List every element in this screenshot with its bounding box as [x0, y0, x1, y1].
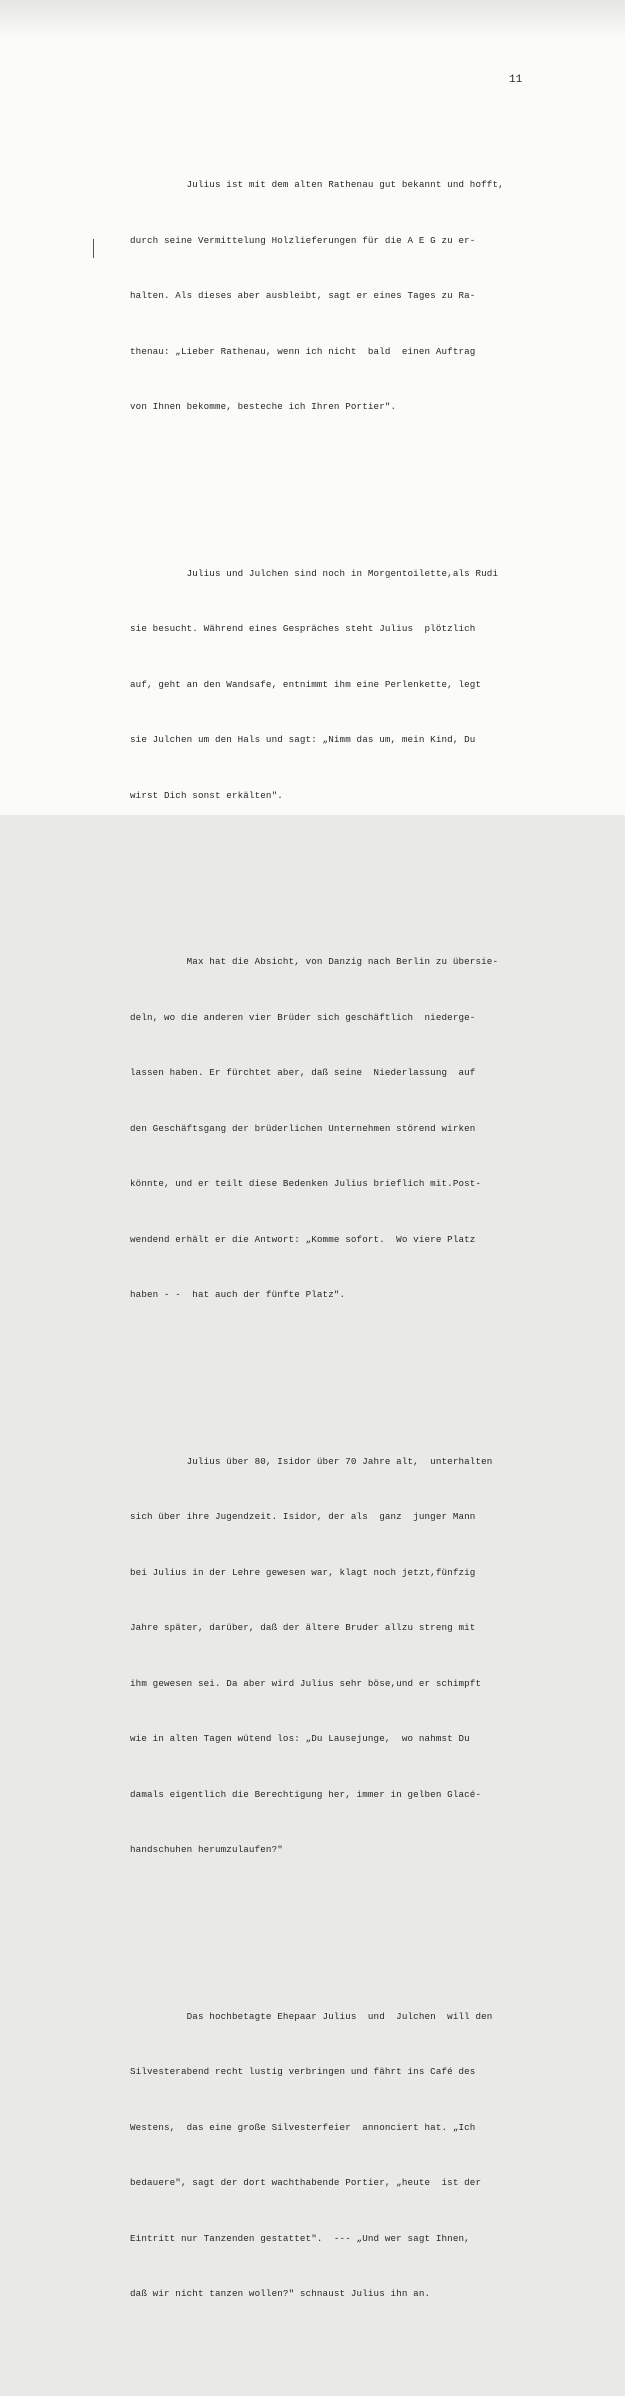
text-line: haben - - hat auch der fünfte Platz".	[130, 1289, 346, 1300]
text-line: Julius und Julchen sind noch in Morgentoilette,als Rudi	[130, 567, 499, 579]
text-line: daß wir nicht tanzen wollen?" schnaust Julius ihn an.	[130, 2288, 431, 2299]
scan-shadow	[0, 0, 625, 40]
body-text	[130, 102, 550, 2396]
page-number: 11	[509, 74, 523, 86]
text-line: sie Julchen um den Hals und sagt: „Nimm das um, mein Kind, Du	[130, 734, 476, 745]
text-line: von Ihnen bekomme, besteche ich Ihren Portier".	[130, 401, 397, 412]
margin-mark	[93, 239, 94, 258]
text-line: bei Julius in der Lehre gewesen war, klagt noch jetzt,fünfzig	[130, 1566, 476, 1578]
text-line: thenau: „Lieber Rathenau, wenn ich nicht bald einen Auftrag	[130, 345, 476, 357]
text-line: Das hochbetagte Ehepaar Julius und Julchen will den	[130, 2010, 493, 2022]
text-line: bedauere", sagt der dort wachthabende Portier, „heute ist der	[130, 2177, 482, 2188]
paragraph-3	[130, 916, 550, 1342]
text-line: könnte, und er teilt diese Bedenken Julius brieflich mit.Post-	[130, 1178, 482, 1189]
paragraph-1	[130, 139, 550, 454]
text-line: Julius über 80, Isidor über 70 Jahre alt, unterhalten	[130, 1455, 493, 1467]
text-line: deln, wo die anderen vier Brüder sich geschäftlich niederge-	[130, 1011, 476, 1023]
text-line: Max hat die Absicht, von Danzig nach Berlin zu übersie-	[130, 956, 499, 967]
text-line: halten. Als dieses aber ausbleibt, sagt er eines Tages zu Ra-	[130, 290, 476, 301]
text-line: Jahre später, darüber, daß der ältere Bruder allzu streng mit	[130, 1622, 476, 1633]
text-line: Westens, das eine große Silvesterfeier annonciert hat. „Ich	[130, 2121, 476, 2133]
text-line: damals eigentlich die Berechtigung her, immer in gelben Glacé-	[130, 1788, 482, 1800]
text-line: Silvesterabend recht lustig verbringen und fährt ins Café des	[130, 2066, 476, 2077]
text-line: Eintritt nur Tanzenden gestattet". --- „Und wer sagt Ihnen,	[130, 2232, 470, 2244]
paragraph-4	[130, 1416, 550, 1897]
text-line: lassen haben. Er fürchtet aber, daß seine Niederlassung auf	[130, 1067, 476, 1078]
text-line: Julius ist mit dem alten Rathenau gut bekannt und hofft,	[130, 179, 504, 190]
text-line: den Geschäftsgang der brüderlichen Unternehmen störend wirken	[130, 1122, 476, 1134]
text-line: sie besucht. Während eines Gespräches steht Julius plötzlich	[130, 623, 476, 634]
paragraph-2	[130, 528, 550, 843]
text-line: wie in alten Tagen wütend los: „Du Lausejunge, wo nahmst Du	[130, 1733, 470, 1744]
text-line: durch seine Vermittelung Holzlieferungen für die A E G zu er-	[130, 234, 476, 246]
text-line: wendend erhält er die Antwort: „Komme sofort. Wo viere Platz	[130, 1233, 476, 1245]
paragraph-5	[130, 1971, 550, 2341]
text-line: ihm gewesen sei. Da aber wird Julius sehr böse,und er schimpft	[130, 1677, 482, 1689]
text-line: auf, geht an den Wandsafe, entnimmt ihm eine Perlenkette, legt	[130, 678, 482, 690]
text-line: wirst Dich sonst erkälten".	[130, 789, 283, 801]
text-line: sich über ihre Jugendzeit. Isidor, der als ganz junger Mann	[130, 1511, 476, 1522]
text-line: handschuhen herumzulaufen?"	[130, 1844, 283, 1855]
